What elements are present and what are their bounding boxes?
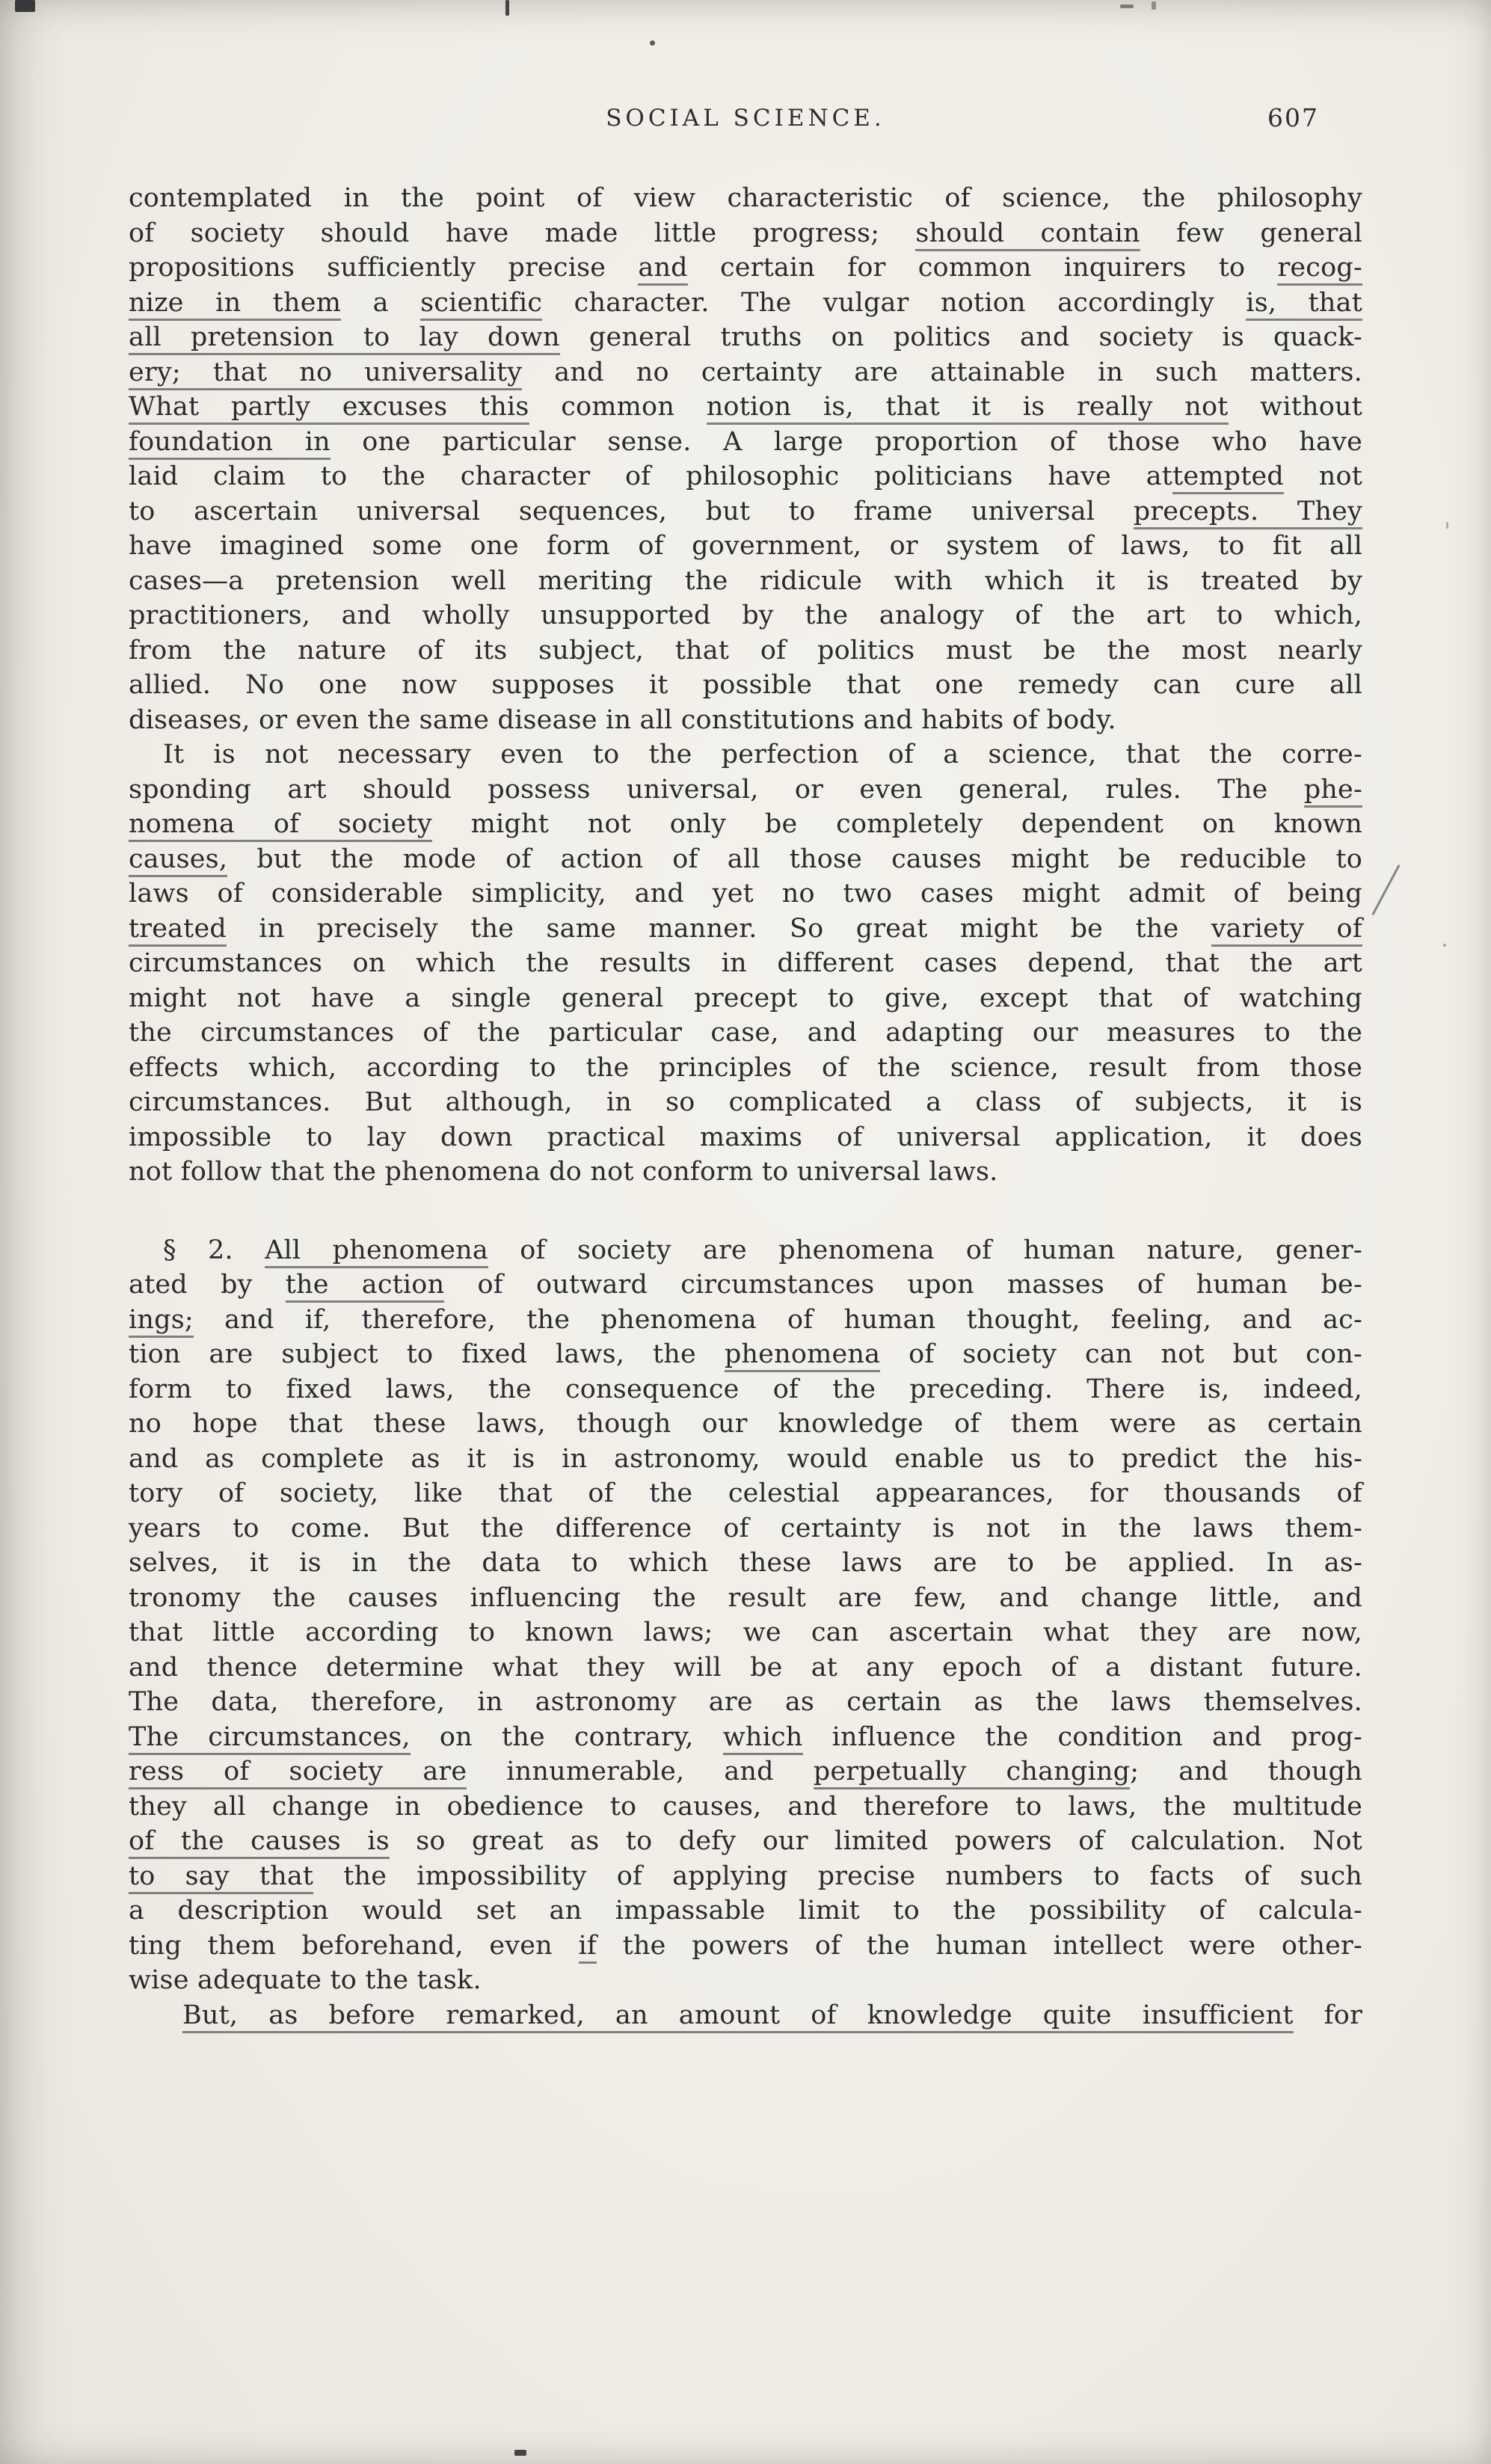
pencil-underline: scientific xyxy=(420,288,542,321)
pencil-underline: ery; that no universality xyxy=(129,357,522,390)
text-line: effects which, according to the principles of the science, result from those xyxy=(129,1052,1362,1083)
text-line: diseases, or even the same disease in all constitutions and habits of body. xyxy=(129,704,1116,735)
pencil-underline: treated xyxy=(129,914,227,947)
pencil-underline: The circumstances, xyxy=(129,1722,411,1755)
pencil-underline: all pretension to lay down xyxy=(129,322,560,355)
text-line: ery; that no universality and no certainty are attainable in such matters. xyxy=(129,355,1362,390)
paragraph xyxy=(129,737,1362,1190)
pencil-underline: variety of xyxy=(1211,914,1362,947)
text-line: circumstances on which the results in different cases depend, that the art xyxy=(129,948,1362,978)
text-line: laid claim to the character of philosophic politicians have attempted not xyxy=(129,459,1362,494)
text-line: The circumstances, on the contrary, which influence the condition and prog- xyxy=(129,1720,1362,1755)
text-line: ated by the action of outward circumstances upon masses of human be- xyxy=(129,1268,1362,1303)
text-line: ress of society are innumerable, and perpetually changing; and though xyxy=(129,1754,1362,1789)
pencil-underline: phe- xyxy=(1304,775,1362,808)
text-line: § 2. All phenomena of society are phenomena of human nature, gener- xyxy=(129,1233,1362,1268)
text-line: It is not necessary even to the perfection of a science, that the corre- xyxy=(163,740,1362,769)
text-line: to say that the impossibility of applying precise numbers to facts of such xyxy=(129,1859,1362,1894)
scan-artifact xyxy=(1446,522,1448,529)
text-line: cases—a pretension well meriting the ridicule with which it is treated by xyxy=(129,565,1362,596)
text-line: that little according to known laws; we can ascertain what they are now, xyxy=(129,1617,1362,1647)
text-line: causes, but the mode of action of all those causes might be reducible to xyxy=(129,842,1362,877)
scan-artifact xyxy=(650,40,655,46)
pencil-underline: foundation in xyxy=(129,427,331,460)
text-line: have imagined some one form of government, or system of laws, to fit all xyxy=(129,531,1362,561)
pencil-underline: phenomena xyxy=(725,1339,880,1372)
text-line: circumstances. But although, in so complicated a class of subjects, it is xyxy=(129,1087,1362,1117)
text-line: propositions sufficiently precise and certain for common inquirers to recog- xyxy=(129,251,1362,286)
paragraph xyxy=(129,181,1362,737)
scan-artifact xyxy=(15,0,35,12)
text-line: ting them beforehand, even if the powers of the human intellect were other- xyxy=(129,1929,1362,1964)
text-line: a description would set an impassable limit to the possibility of calcula- xyxy=(129,1896,1362,1926)
pencil-underline: notion is, that it is really not xyxy=(707,392,1229,425)
text-line: laws of considerable simplicity, and yet no two cases might admit of being xyxy=(129,879,1362,909)
text-line: nomena of society might not only be completely dependent on known xyxy=(129,807,1362,842)
running-title: SOCIAL SCIENCE. xyxy=(606,105,885,132)
pencil-underline: tempted xyxy=(1172,461,1284,494)
pencil-underline: nomena of society xyxy=(129,809,432,842)
pencil-underline: ress of society are xyxy=(129,1757,467,1789)
text-line: allied. No one now supposes it possible that one remedy can cure all xyxy=(129,670,1362,700)
text-line: tion are subject to fixed laws, the phenomena of society can not but con- xyxy=(129,1337,1362,1372)
text-line: ings; and if, therefore, the phenomena of human thought, feeling, and ac- xyxy=(129,1303,1362,1338)
text-line: tronomy the causes influencing the result are few, and change little, and xyxy=(129,1582,1362,1613)
pencil-underline: recog- xyxy=(1277,253,1362,286)
pencil-underline: if xyxy=(579,1931,597,1964)
text-line: practitioners, and wholly unsupported by the analogy of the art to which, xyxy=(129,600,1362,630)
text-line: The data, therefore, in astronomy are as certain as the laws themselves. xyxy=(129,1687,1362,1717)
text-line: of the causes is so great as to defy our limited powers of calculation. Not xyxy=(129,1824,1362,1859)
text-line: contemplated in the point of view characteristic of science, the philosophy xyxy=(129,183,1362,213)
pencil-underline: to say that xyxy=(129,1861,313,1894)
text-line: What partly excuses this common notion is, that it is really not without xyxy=(129,390,1362,425)
text-line: nize in them a scientific character. The vulgar notion accordingly is, that xyxy=(129,286,1362,321)
text-line: selves, it is in the data to which these laws are to be applied. In as- xyxy=(129,1548,1362,1578)
pencil-underline: should contain xyxy=(915,218,1140,251)
paragraph xyxy=(129,1998,1362,2033)
text-line: years to come. But the difference of certainty is not in the laws them- xyxy=(129,1513,1362,1543)
paragraph-section-2 xyxy=(129,1233,1362,1998)
pencil-underline: and xyxy=(638,253,687,286)
text-line: from the nature of its subject, that of politics must be the most nearly xyxy=(129,635,1362,666)
pencil-underline: ings; xyxy=(129,1305,194,1338)
pencil-underline: What partly excuses this xyxy=(129,392,529,425)
page-body xyxy=(129,181,1362,2033)
text-line: to ascertain universal sequences, but to frame universal precepts. They xyxy=(129,494,1362,529)
pencil-margin-slash xyxy=(1371,864,1400,916)
page-header xyxy=(129,105,1362,144)
text-line: of society should have made little progress; should contain few general xyxy=(129,216,1362,251)
text-line: But, as before remarked, an amount of knowledge quite insufficient for xyxy=(129,1998,1362,2033)
text-line: the circumstances of the particular case, and adapting our measures to the xyxy=(129,1018,1362,1048)
pencil-underline: causes, xyxy=(129,844,227,877)
pencil-underline: But, as before remarked, an amount of knowledge quite insufficient xyxy=(182,2000,1294,2033)
text-line: might not have a single general precept to give, except that of watching xyxy=(129,983,1362,1013)
text-line: and as complete as it is in astronomy, would enable us to predict the his- xyxy=(129,1443,1362,1474)
text-line: foundation in one particular sense. A large proportion of those who have xyxy=(129,425,1362,460)
text-line: and thence determine what they will be at any epoch of a distant future. xyxy=(129,1652,1362,1683)
pencil-underline: perpetually changing xyxy=(814,1757,1130,1789)
text-line: treated in precisely the same manner. So great might be the variety of xyxy=(129,912,1362,947)
pencil-underline: the action xyxy=(286,1270,445,1303)
scan-artifact xyxy=(1152,1,1156,10)
text-line: form to fixed laws, the consequence of the preceding. There is, indeed, xyxy=(129,1374,1362,1404)
pencil-underline: of the causes is xyxy=(129,1826,390,1859)
scan-artifact xyxy=(1120,4,1134,8)
pencil-underline: precepts. They xyxy=(1134,497,1362,529)
text-line: all pretension to lay down general truths on politics and society is quack- xyxy=(129,320,1362,355)
text-line: wise adequate to the task. xyxy=(129,1965,482,1995)
text-line: sponding art should possess universal, or even general, rules. The phe- xyxy=(129,772,1362,808)
text-line: no hope that these laws, though our knowledge of them were as certain xyxy=(129,1409,1362,1439)
text-line: not follow that the phenomena do not conform to universal laws. xyxy=(129,1157,998,1187)
text-line: tory of society, like that of the celestial appearances, for thousands of xyxy=(129,1478,1362,1508)
text-line: they all change in obedience to causes, and therefore to laws, the multitude xyxy=(129,1791,1362,1822)
text-line: impossible to lay down practical maxims of universal application, it does xyxy=(129,1122,1362,1152)
pencil-underline: nize in them xyxy=(129,288,341,321)
scan-artifact xyxy=(514,2450,526,2456)
pencil-underline: which xyxy=(723,1722,803,1755)
pencil-underline: All phenomena xyxy=(265,1235,488,1268)
pencil-underline: is, that xyxy=(1246,288,1362,321)
scan-artifact xyxy=(1443,944,1446,947)
scan-artifact xyxy=(505,0,509,16)
page-number: 607 xyxy=(1267,103,1319,132)
